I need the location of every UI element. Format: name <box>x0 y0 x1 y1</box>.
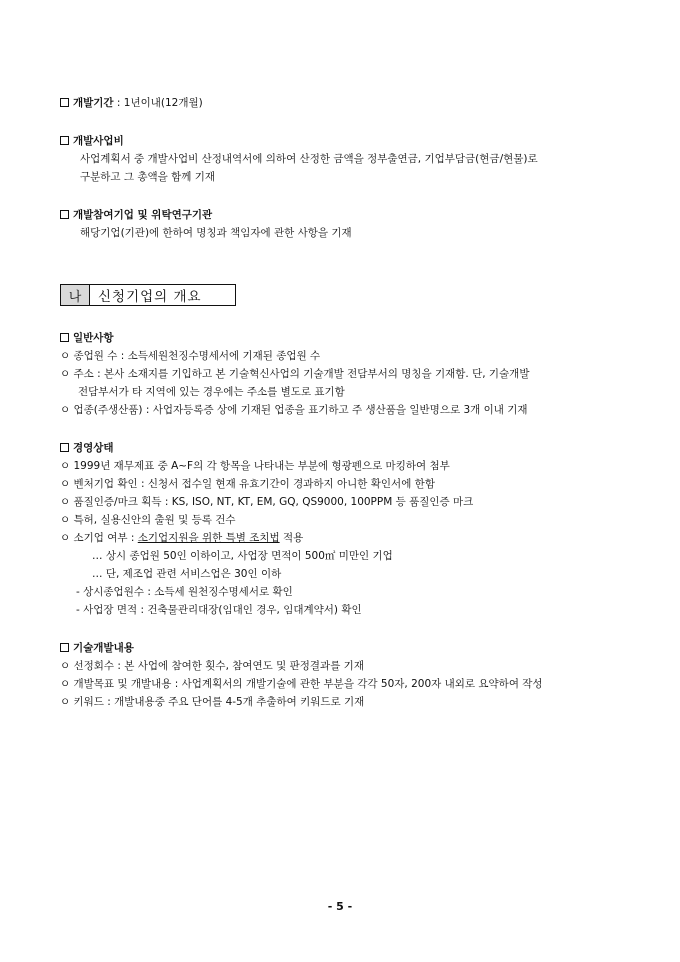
dev-period-value: : 1년이내(12개월) <box>113 97 203 109</box>
management-item: ㅇ 벤처기업 확인 : 신청서 접수일 현재 유효기간이 경과하지 아니한 확인서에 한함 <box>60 478 435 490</box>
participants-text: 해당기업(기관)에 한하여 명칭과 책임자에 관한 사항을 기재 <box>80 227 352 239</box>
dev-cost-text-1: 사업계획서 중 개발사업비 산정내역서에 의하여 산정한 금액을 정부출연금, 기업부담금(현금/현물)로 <box>80 153 538 165</box>
section-header-box <box>60 284 236 306</box>
page-number: - 5 - <box>327 900 353 913</box>
small-business-prefix: ㅇ 소기업 여부 : <box>60 532 138 544</box>
checkbox-square-icon <box>60 443 69 452</box>
management-item: ㅇ 품질인증/마크 획득 : KS, ISO, NT, KT, EM, GQ, QS9000, 100PPM 등 품질인증 마크 <box>60 496 474 508</box>
tech-item: ㅇ 키워드 : 개발내용중 주요 단어를 4-5개 추출하여 키워드로 기재 <box>60 696 365 708</box>
checkbox-square-icon <box>60 210 69 219</box>
checkbox-square-icon <box>60 136 69 145</box>
participants-label: 개발참여기업 및 위탁연구기관 <box>73 209 213 221</box>
participants-heading <box>60 208 212 222</box>
checkbox-square-icon <box>60 333 69 342</box>
management-item: ㅇ 1999년 재무제표 중 A~F의 각 항목을 나타내는 부분에 형광펜으로 마킹하여 첨부 <box>60 460 450 472</box>
small-business-suffix: 적용 <box>279 532 304 544</box>
dev-period-label: 개발기간 <box>73 97 114 109</box>
small-business-row <box>60 531 303 545</box>
section-number: 나 <box>61 285 90 305</box>
tech-label: 기술개발내용 <box>73 642 134 654</box>
dev-period-row <box>60 96 203 110</box>
management-label: 경영상태 <box>73 442 114 454</box>
management-heading <box>60 441 114 455</box>
tech-item: ㅇ 선정회수 : 본 사업에 참여한 횟수, 참여연도 및 판정결과를 기재 <box>60 660 364 672</box>
general-item: ㅇ 업종(주생산품) : 사업자등록증 상에 기재된 업종을 표기하고 주 생산품을 일반명으로 3개 이내 기재 <box>60 404 528 416</box>
small-business-law: 소기업지원을 위한 특별 조치법 <box>137 532 280 544</box>
general-item-continued: 전담부서가 타 지역에 있는 경우에는 주소를 별도로 표기함 <box>78 386 345 398</box>
dev-cost-label: 개발사업비 <box>73 135 124 147</box>
management-item: ㅇ 특허, 실용신안의 출원 및 등록 건수 <box>60 514 236 526</box>
dev-cost-heading <box>60 134 124 148</box>
section-title: 신청기업의 개요 <box>98 289 202 305</box>
employee-count-check: - 상시종업원수 : 소득세 원천징수명세서로 확인 <box>76 586 293 598</box>
tech-item: ㅇ 개발목표 및 개발내용 : 사업계획서의 개발기술에 관한 부분을 각각 50자, 200자 내외로 요약하여 작성 <box>60 678 543 690</box>
general-heading <box>60 331 114 345</box>
small-business-sub-2: … 단, 제조업 관련 서비스업은 30인 이하 <box>92 568 282 580</box>
general-label: 일반사항 <box>73 332 114 344</box>
small-business-sub-1: … 상시 종업원 50인 이하이고, 사업장 면적이 500㎡ 미만인 기업 <box>92 550 393 562</box>
general-item: ㅇ 주소 : 본사 소재지를 기입하고 본 기술혁신사업의 기술개발 전담부서의 명칭을 기재함. 단, 기술개발 <box>60 368 530 380</box>
checkbox-square-icon <box>60 98 69 107</box>
general-item: ㅇ 종업원 수 : 소득세원천징수명세서에 기재된 종업원 수 <box>60 350 321 362</box>
checkbox-square-icon <box>60 643 69 652</box>
site-area-check: - 사업장 면적 : 건축물관리대장(임대인 경우, 임대계약서) 확인 <box>76 604 362 616</box>
tech-heading <box>60 641 134 655</box>
dev-cost-text-2: 구분하고 그 총액을 함께 기재 <box>80 171 216 183</box>
